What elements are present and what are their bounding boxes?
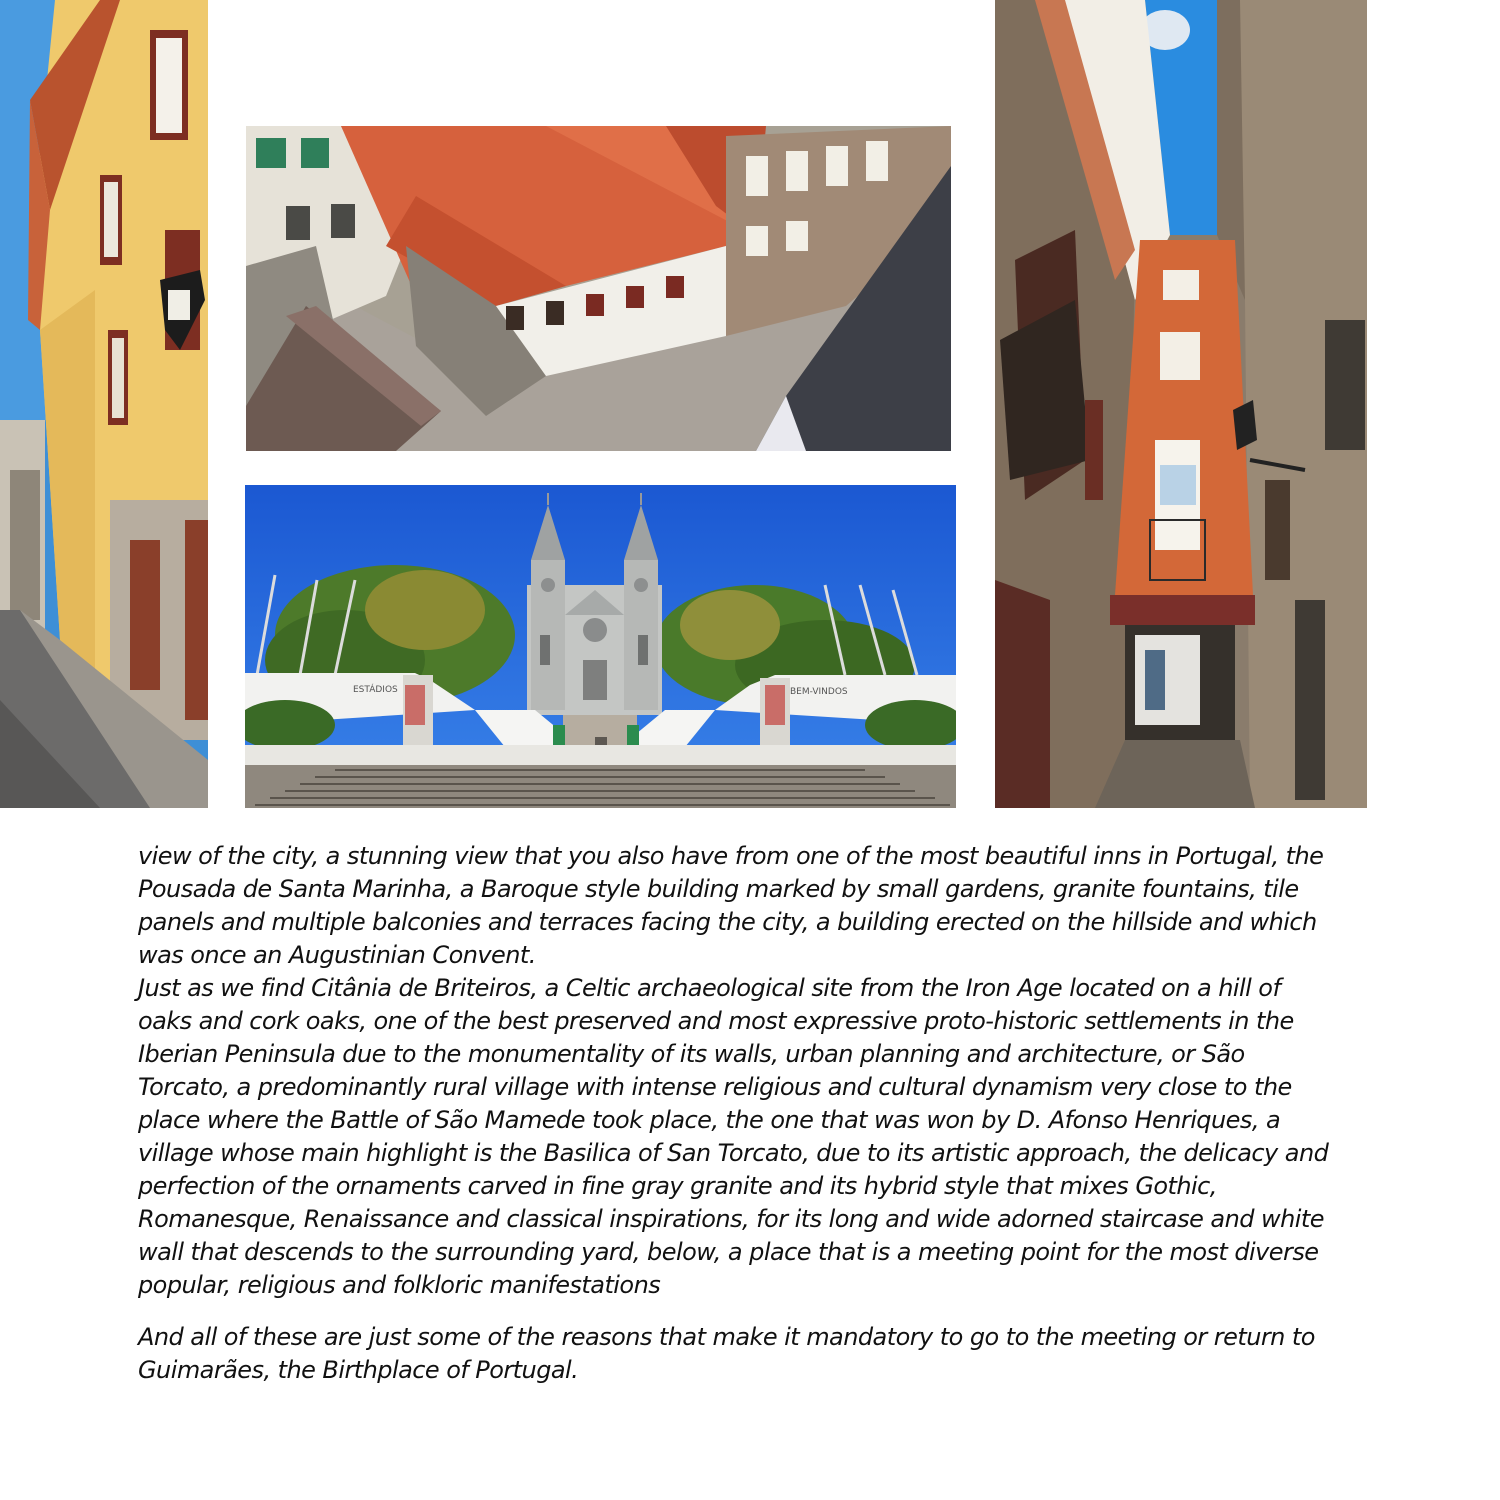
text-line: village whose main highlight is the Basilica of San Torcato, due to its artistic approach, the delicacy and: [138, 1139, 1329, 1167]
text-line: Guimarães, the Birthplace of Portugal.: [138, 1356, 579, 1384]
text-line: And all of these are just some of the reasons that make it mandatory to go to the meeting or return to: [138, 1323, 1315, 1351]
rooftops-photo: [246, 126, 951, 451]
text-line: Iberian Peninsula due to the monumentality of its walls, urban planning and architecture, or São: [138, 1040, 1245, 1068]
text-line: panels and multiple balconies and terraces facing the city, a building erected on the hillside and which: [138, 908, 1317, 936]
text-line: Pousada de Santa Marinha, a Baroque style building marked by small gardens, granite fountains, tile: [138, 875, 1299, 903]
body-paragraph: [138, 840, 1378, 1302]
basilica-sign-left: ESTÁDIOS: [353, 685, 398, 695]
text-line: oaks and cork oaks, one of the best preserved and most expressive proto-historic settlements in the: [138, 1007, 1294, 1035]
text-line: wall that descends to the surrounding yard, below, a place that is a meeting point for the most diverse: [138, 1238, 1319, 1266]
text-line: place where the Battle of São Mamede took place, the one that was won by D. Afonso Henriques, a: [138, 1106, 1281, 1134]
text-line: Romanesque, Renaissance and classical inspirations, for its long and wide adorned staircase and white: [138, 1205, 1324, 1233]
text-line: popular, religious and folkloric manifestations: [138, 1271, 661, 1299]
alley-photo: [995, 0, 1367, 808]
text-line: Torcato, a predominantly rural village with intense religious and cultural dynamism very close to the: [138, 1073, 1292, 1101]
text-line: perfection of the ornaments carved in fine gray granite and its hybrid style that mixes Gothic,: [138, 1172, 1217, 1200]
text-line: Just as we find Citânia de Briteiros, a Celtic archaeological site from the Iron Age located on a hill of: [138, 974, 1281, 1002]
basilica-photo: [245, 485, 956, 808]
closing-paragraph: [138, 1321, 1378, 1387]
street-photo: [0, 0, 208, 808]
text-line: view of the city, a stunning view that you also have from one of the most beautiful inns in Portugal, the: [138, 842, 1324, 870]
basilica-sign-right: BEM-VINDOS: [790, 687, 848, 697]
text-line: was once an Augustinian Convent.: [138, 941, 536, 969]
